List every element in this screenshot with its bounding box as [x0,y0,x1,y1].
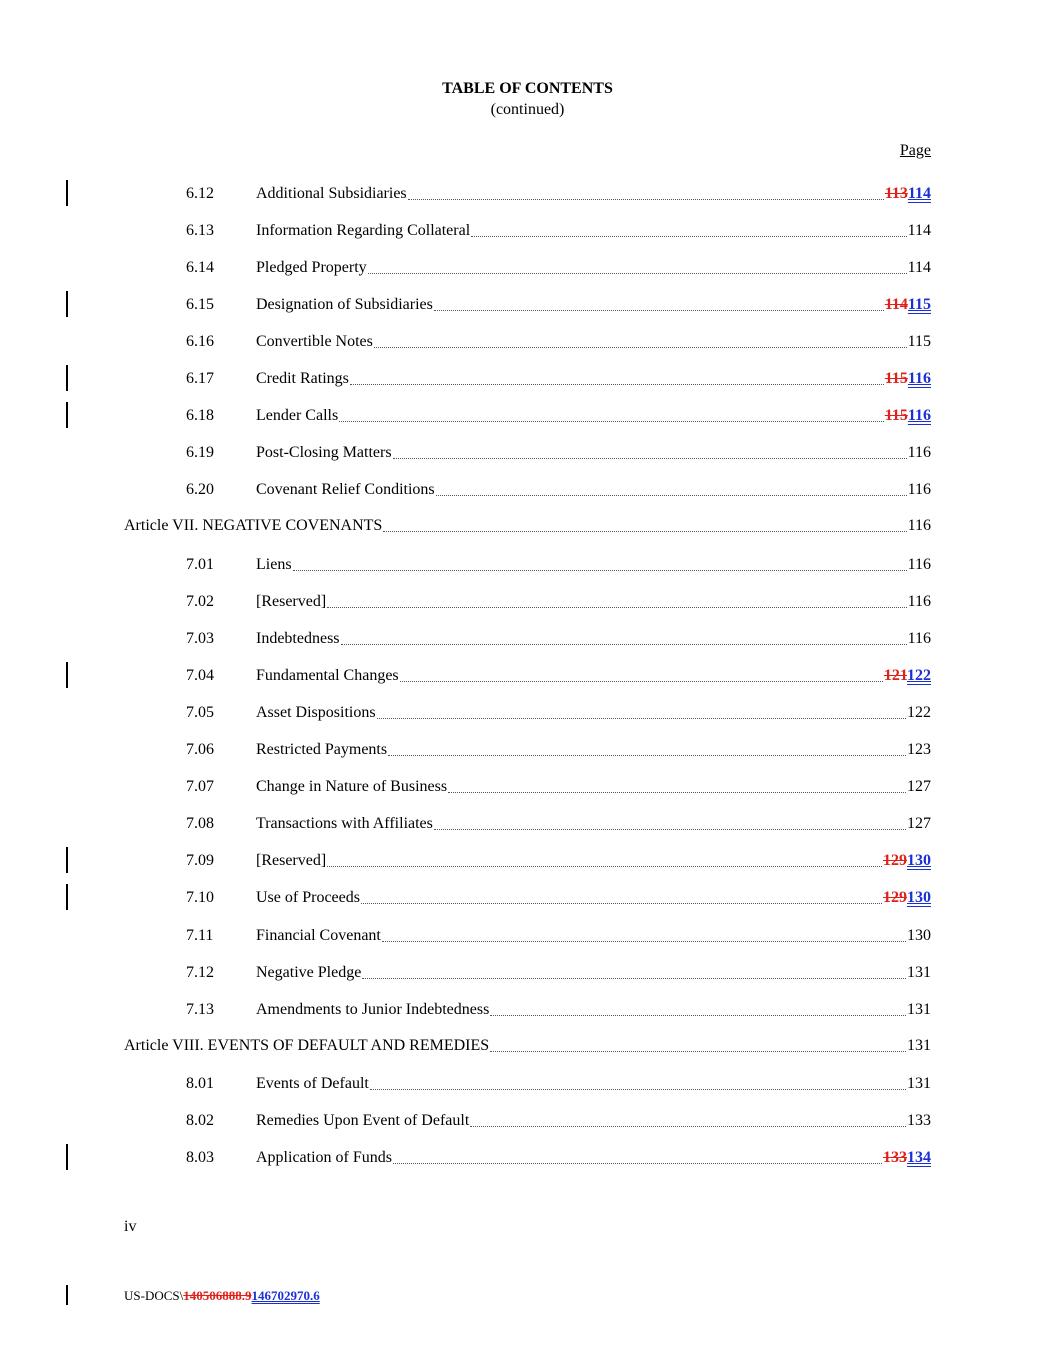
section-number: 6.16 [186,333,214,350]
toc-row[interactable] [0,592,1055,614]
toc-row[interactable] [0,1148,1055,1170]
toc-entry [256,184,931,204]
page-number: 133 [907,1112,931,1129]
toc-entry [256,592,931,612]
section-title: Pledged Property [256,259,367,276]
dot-leader [327,606,906,608]
dot-leader [361,902,882,904]
dot-leader [370,1088,906,1090]
section-number: 8.03 [186,1149,214,1166]
toc-row[interactable] [0,258,1055,280]
inserted-page-number: 116 [907,407,931,424]
toc-row[interactable] [0,369,1055,391]
dot-leader [393,457,907,459]
page-number [883,1148,931,1168]
section-title: Financial Covenant [256,927,381,944]
page-number [883,888,931,908]
section-title: Remedies Upon Event of Default [256,1112,470,1129]
section-title: Use of Proceeds [256,889,360,906]
change-bar [66,365,68,391]
inserted-page-number: 134 [907,1149,931,1166]
page-number: 116 [907,517,931,534]
dot-leader [327,865,882,867]
section-title: Application of Funds [256,1149,392,1166]
page-number: 116 [907,481,931,498]
toc-entry [256,480,931,500]
page-number: 116 [907,444,931,461]
deleted-page-number: 121 [883,667,907,684]
dot-leader [490,1050,906,1052]
toc-entry [256,740,931,760]
section-number: 7.06 [186,741,214,758]
page-number: 131 [907,1037,931,1054]
dot-leader [434,309,884,311]
change-bar [66,1144,68,1170]
page-number: 131 [907,964,931,981]
page-number: 115 [907,333,931,350]
toc-entry [256,1111,931,1131]
section-title: Events of Default [256,1075,369,1092]
page-number [885,184,931,204]
inserted-page-number: 130 [907,889,931,906]
page-number [885,295,931,315]
section-number: 6.15 [186,296,214,313]
change-bar [66,847,68,873]
deleted-page-number: 129 [883,852,907,869]
section-title: Transactions with Affiliates [256,815,433,832]
toc-entry [256,926,931,946]
inserted-page-number: 114 [907,185,931,202]
page-number: 127 [907,815,931,832]
section-number: 6.18 [186,407,214,424]
toc-row[interactable] [0,851,1055,873]
toc-entry [124,516,931,536]
dot-leader [382,940,906,942]
dot-leader [293,569,907,571]
inserted-page-number: 116 [907,370,931,387]
page-number: 116 [907,556,931,573]
document-id-prefix: US-DOCS\ [124,1288,184,1303]
section-number: 8.01 [186,1075,214,1092]
toc-row[interactable] [0,629,1055,651]
toc-row[interactable] [0,555,1055,577]
dot-leader [368,272,907,274]
section-title: [Reserved] [256,852,327,869]
page-number [884,666,931,686]
toc-entry [256,851,931,871]
document-id [124,1288,320,1304]
page-number [883,851,931,871]
page-number: 123 [907,741,931,758]
toc-row[interactable] [0,221,1055,243]
section-title: Designation of Subsidiaries [256,296,433,313]
section-number: 7.04 [186,667,214,684]
deleted-page-number: 129 [883,889,907,906]
section-number: 7.05 [186,704,214,721]
toc-row[interactable] [0,740,1055,762]
document-id-deleted: 140506888.9 [183,1288,252,1303]
toc-title: TABLE OF CONTENTS [442,80,613,97]
toc-entry [256,443,931,463]
inserted-page-number: 115 [907,296,931,313]
toc-row[interactable] [0,1111,1055,1133]
toc-entry [256,332,931,352]
section-title: Article VIII. EVENTS OF DEFAULT AND REMEDIES [124,1037,490,1054]
toc-row[interactable] [0,406,1055,428]
page-number: 131 [907,1075,931,1092]
section-number: 7.02 [186,593,214,610]
toc-row[interactable] [0,703,1055,725]
footer-page-number: iv [124,1218,137,1235]
toc-entry [256,629,931,649]
dot-leader [350,383,884,385]
toc-entry [256,666,931,686]
dot-leader [393,1162,882,1164]
toc-entry [256,369,931,389]
toc-entry [256,295,931,315]
toc-entry [256,814,931,834]
dot-leader [471,235,906,237]
toc-entry [256,258,931,278]
section-title: Convertible Notes [256,333,373,350]
toc-row[interactable] [0,443,1055,465]
toc-entry [256,963,931,983]
section-number: 7.11 [186,927,214,944]
section-title: Asset Dispositions [256,704,376,721]
section-number: 6.14 [186,259,214,276]
section-title: Covenant Relief Conditions [256,481,435,498]
deleted-page-number: 115 [884,407,908,424]
section-number: 7.13 [186,1001,214,1018]
section-number: 6.12 [186,185,214,202]
change-bar [66,1285,68,1305]
page-number: 130 [907,927,931,944]
page-column-header: Page [899,142,931,159]
toc-row[interactable] [0,480,1055,502]
toc-entry [124,1036,931,1056]
section-title: Liens [256,556,292,573]
toc-article-row[interactable] [0,516,1055,538]
section-title: [Reserved] [256,593,327,610]
toc-row[interactable] [0,888,1055,910]
change-bar [66,291,68,317]
section-number: 7.08 [186,815,214,832]
dot-leader [470,1125,906,1127]
toc-row[interactable] [0,777,1055,799]
toc-entry [256,777,931,797]
toc-entry [256,555,931,575]
section-number: 8.02 [186,1112,214,1129]
dot-leader [434,828,906,830]
section-title: Lender Calls [256,407,339,424]
dot-leader [490,1014,906,1016]
deleted-page-number: 133 [883,1149,907,1166]
document-id-inserted: 146702970.6 [251,1288,320,1303]
section-title: Amendments to Junior Indebtedness [256,1001,490,1018]
page-number: 116 [907,593,931,610]
toc-row[interactable] [0,666,1055,688]
toc-row[interactable] [0,184,1055,206]
toc-row[interactable] [0,1000,1055,1022]
dot-leader [362,977,906,979]
toc-entry [256,1000,931,1020]
change-bar [66,402,68,428]
section-number: 6.13 [186,222,214,239]
toc-article-row[interactable] [0,1036,1055,1058]
dot-leader [374,346,907,348]
section-number: 7.07 [186,778,214,795]
page-number: 127 [907,778,931,795]
page-number: 131 [907,1001,931,1018]
section-number: 7.12 [186,964,214,981]
toc-row[interactable] [0,963,1055,985]
dot-leader [436,494,907,496]
section-title: Post-Closing Matters [256,444,392,461]
section-title: Article VII. NEGATIVE COVENANTS [124,517,383,534]
section-number: 7.01 [186,556,214,573]
section-title: Indebtedness [256,630,340,647]
deleted-page-number: 115 [884,370,908,387]
toc-row[interactable] [0,926,1055,948]
toc-entry [256,1074,931,1094]
inserted-page-number: 130 [907,852,931,869]
section-title: Credit Ratings [256,370,349,387]
toc-row[interactable] [0,332,1055,354]
toc-entry [256,1148,931,1168]
dot-leader [408,198,884,200]
section-title: Additional Subsidiaries [256,185,407,202]
section-number: 6.17 [186,370,214,387]
section-title: Information Regarding Collateral [256,222,471,239]
page-number: 114 [907,222,931,239]
dot-leader [341,643,907,645]
page-number [885,406,931,426]
page-number: 114 [907,259,931,276]
toc-row[interactable] [0,1074,1055,1096]
inserted-page-number: 122 [907,667,931,684]
toc-subtitle: (continued) [490,101,565,118]
dot-leader [448,791,906,793]
toc-entry [256,703,931,723]
change-bar [66,662,68,688]
section-title: Fundamental Changes [256,667,399,684]
toc-entry [256,406,931,426]
change-bar [66,180,68,206]
section-number: 6.19 [186,444,214,461]
page-number: 116 [907,630,931,647]
dot-leader [339,420,884,422]
section-title: Restricted Payments [256,741,388,758]
toc-row[interactable] [0,295,1055,317]
section-title: Change in Nature of Business [256,778,448,795]
toc-entry [256,221,931,241]
toc-entry [256,888,931,908]
section-number: 6.20 [186,481,214,498]
section-number: 7.10 [186,889,214,906]
dot-leader [383,530,906,532]
page-number: 122 [907,704,931,721]
change-bar [66,884,68,910]
deleted-page-number: 114 [884,296,908,313]
page-number [885,369,931,389]
deleted-page-number: 113 [884,185,908,202]
dot-leader [400,680,883,682]
section-title: Negative Pledge [256,964,362,981]
section-number: 7.03 [186,630,214,647]
toc-row[interactable] [0,814,1055,836]
dot-leader [377,717,906,719]
dot-leader [388,754,906,756]
section-number: 7.09 [186,852,214,869]
